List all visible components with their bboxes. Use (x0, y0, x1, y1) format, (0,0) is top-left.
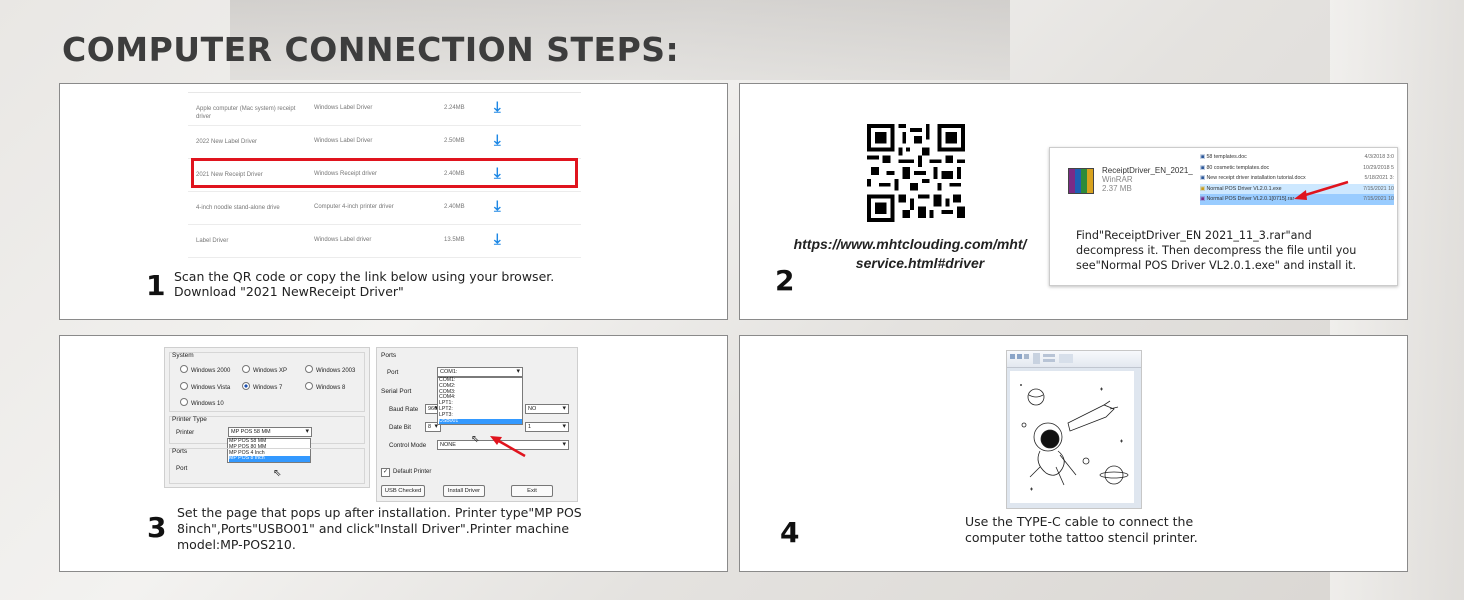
driver-type: Windows Receipt driver (314, 171, 378, 177)
file-name: Normal POS Driver VL2.0.1.exe (1206, 185, 1282, 192)
list-item[interactable]: COM4: (439, 394, 456, 401)
step-4-text-line-1: Use the TYPE-C cable to connect the (965, 514, 1194, 529)
list-item[interactable]: MP POS 8 Inch (229, 456, 310, 462)
serial-port-label: Serial Port (381, 388, 412, 395)
cursor-icon: ⇖ (471, 434, 480, 445)
driver-size: 2.24MB (444, 105, 465, 111)
step-1-text-line-1: Scan the QR code or copy the link below using your browser. (174, 269, 555, 284)
list-item[interactable] (1200, 152, 1394, 163)
red-arrow-icon (1290, 180, 1350, 202)
file-date: 7/15/2021 10 (1363, 196, 1394, 202)
step-number: 3 (147, 511, 167, 544)
step-2-panel (739, 83, 1408, 320)
file-icon: ▣ (1200, 164, 1207, 171)
radio-windows-2003[interactable]: Windows 2003 (305, 365, 355, 374)
step-2-desc-line-1: Find"ReceiptDriver_EN 2021_11_3.rar"and (1076, 229, 1312, 242)
driver-name: 2022 New Label Driver (196, 139, 258, 145)
paint-canvas-area (1007, 368, 1141, 508)
archive-app: WinRAR (1102, 175, 1133, 184)
printer-dropdown[interactable]: MP POS 58 MM ▾ (228, 427, 312, 437)
file-icon: ▣ (1200, 154, 1207, 160)
step-1-text-line-2: Download "2021 NewReceipt Driver" (174, 284, 404, 299)
ports-group (169, 448, 365, 484)
download-icon[interactable]: ⤓ (494, 231, 501, 248)
qr-code-icon (867, 124, 965, 222)
driver-type: Windows Label driver (314, 237, 372, 243)
radio-windows-8[interactable]: Windows 8 (305, 382, 345, 391)
paint-window-screenshot (1006, 350, 1142, 509)
exit-button[interactable]: Exit (511, 485, 553, 497)
red-arrow-icon (487, 434, 527, 458)
step-3-text-line-2: 8inch",Ports"USBO01" and click"Install Driver".Printer machine (177, 521, 570, 536)
system-settings-dialog (164, 347, 370, 488)
ports-settings-dialog (376, 347, 578, 502)
list-item[interactable]: LPT3: (439, 411, 453, 418)
ports-label: Ports (381, 352, 397, 359)
ports-label: Ports (172, 448, 188, 455)
step-3-panel (59, 335, 728, 572)
table-row (188, 192, 581, 225)
download-icon[interactable]: ⤓ (494, 132, 501, 149)
driver-size: 2.50MB (444, 138, 465, 144)
printer-label: Printer (176, 429, 195, 436)
file-explorer-screenshot (1049, 147, 1398, 286)
list-item[interactable]: MP POS 80 MM (229, 443, 267, 450)
step-4-panel (739, 335, 1408, 572)
driver-url-line-1[interactable]: https://www.mhtclouding.com/mht/ (793, 236, 1027, 252)
parity-dropdown[interactable]: NO ▾ (525, 404, 569, 414)
step-number: 2 (775, 264, 795, 297)
step-3-text-line-1: Set the page that pops up after installation. Printer type"MP POS (177, 505, 582, 520)
step-number: 4 (780, 516, 800, 549)
driver-url-line-2[interactable]: service.html#driver (855, 255, 985, 271)
file-icon: ▣ (1200, 196, 1207, 202)
system-label: System (172, 352, 194, 359)
driver-type: Windows Label Driver (314, 105, 373, 111)
radio-windows-7[interactable]: Windows 7 (242, 382, 282, 391)
list-item[interactable]: COM1: (439, 377, 456, 383)
cursor-icon: ⇖ (273, 468, 282, 479)
table-row (188, 126, 581, 159)
archive-size: 2.37 MB (1102, 184, 1132, 193)
archive-name: ReceiptDriver_EN_2021_ (1102, 166, 1193, 175)
printer-type-label: Printer Type (172, 416, 207, 423)
list-item[interactable]: MP POS 4 Inch (229, 449, 265, 456)
radio-windows-vista[interactable]: Windows Vista (180, 382, 230, 391)
control-mode-dropdown[interactable]: NONE ▾ (437, 440, 569, 450)
toolbar-icons (1007, 351, 1141, 368)
default-printer-checkbox[interactable]: ✓ Default Printer (381, 468, 431, 477)
file-icon: ▣ (1200, 175, 1207, 181)
list-item[interactable] (1200, 163, 1394, 174)
file-name: 58 templates.doc (1206, 154, 1247, 160)
page-title: COMPUTER CONNECTION STEPS: (62, 30, 680, 69)
list-item[interactable]: COM3: (439, 388, 456, 395)
table-row (188, 225, 581, 258)
driver-type: Windows Label Driver (314, 138, 373, 144)
download-icon[interactable]: ⤓ (494, 165, 501, 182)
file-name: Normal POS Driver VL2.0.1[0715].rar (1206, 196, 1295, 202)
download-icon[interactable]: ⤓ (494, 198, 501, 215)
step-3-text-line-3: model:MP-POS210. (177, 537, 296, 552)
control-mode-label: Control Mode (389, 442, 427, 449)
driver-size: 2.40MB (444, 204, 465, 210)
step-number: 1 (146, 269, 166, 302)
step-4-text-line-2: computer tothe tattoo stencil printer. (965, 530, 1198, 545)
file-date: 5/18/2021 3: (1364, 175, 1394, 181)
astronaut-drawing (1010, 371, 1134, 503)
archive-item[interactable] (1068, 166, 1198, 200)
date-bit-dropdown[interactable]: 8 ▾ (425, 422, 441, 432)
file-date: 4/3/2018 3:0 (1364, 154, 1394, 160)
stop-bit-dropdown[interactable]: 1 ▾ (525, 422, 569, 432)
radio-windows-10[interactable]: Windows 10 (180, 398, 224, 407)
tattoo-stencil-image (1010, 371, 1134, 503)
system-group (169, 352, 365, 412)
winrar-icon (1068, 168, 1094, 194)
file-name: New receipt driver installation tutorial.docx (1206, 175, 1306, 181)
step-2-desc-line-2: decompress it. Then decompress the file until you (1076, 244, 1357, 257)
install-driver-button[interactable]: Install Driver (443, 485, 485, 497)
date-bit-label: Date Bit (389, 424, 412, 431)
driver-name: 4-inch noodle stand-alone drive (196, 205, 280, 211)
baud-rate-label: Baud Rate (389, 406, 419, 413)
file-date: 7/15/2021 10 (1363, 185, 1394, 192)
driver-name: 2021 New Receipt Driver (196, 172, 263, 178)
port-options-list[interactable] (437, 377, 523, 425)
port-label: Port (387, 369, 399, 376)
usb-checked-button[interactable]: USB Checked (381, 485, 425, 497)
driver-name: Label Driver (196, 238, 229, 244)
baud-rate-dropdown[interactable]: 960 ▾ (425, 404, 441, 414)
radio-windows-xp[interactable]: Windows XP (242, 365, 287, 374)
table-row (188, 93, 581, 126)
driver-name: Apple computer (Mac system) receipt driver (196, 106, 296, 120)
step-2-description (1076, 228, 1376, 273)
list-item[interactable]: USB001 (439, 419, 522, 425)
paint-toolbar (1007, 351, 1141, 368)
file-name: 80 cosmetic templates.doc (1206, 164, 1270, 171)
port-dropdown[interactable]: COM1: ▾ (437, 367, 523, 377)
file-icon: ▣ (1200, 185, 1207, 192)
list-item[interactable]: LPT2: (439, 405, 453, 412)
radio-windows-2000[interactable]: Windows 2000 (180, 365, 230, 374)
list-item[interactable]: LPT1: (439, 400, 453, 407)
step-1-panel (59, 83, 728, 320)
list-item[interactable]: MP POS 58 MM (229, 438, 267, 444)
download-icon[interactable]: ⤓ (494, 99, 501, 116)
highlight-box (191, 158, 578, 188)
driver-size: 13.5MB (444, 237, 465, 243)
list-item[interactable]: COM2: (439, 382, 456, 389)
driver-type: Computer 4-inch printer driver (314, 204, 394, 210)
step-2-desc-line-3: see"Normal POS Driver VL2.0.1.exe" and install it. (1076, 259, 1357, 272)
file-date: 10/29/2018 5 (1363, 164, 1394, 171)
driver-size: 2.40MB (444, 171, 465, 177)
port-label: Port (176, 465, 188, 472)
